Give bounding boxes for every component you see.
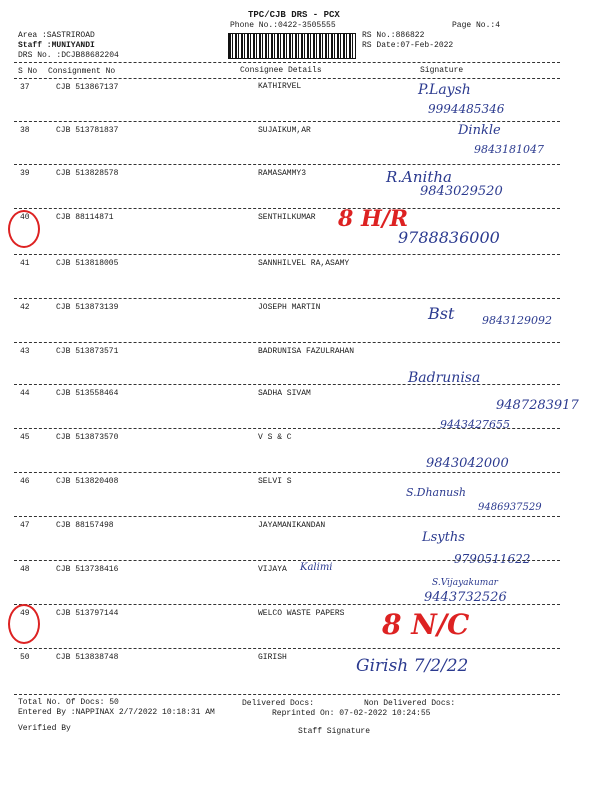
rs-date: RS Date:07-Feb-2022 [362, 41, 454, 50]
divider [14, 62, 560, 63]
handwritten-signature: Lsyths [422, 530, 465, 545]
row-sno: 50 [20, 653, 30, 662]
handwritten-signature: Dinkle [458, 123, 501, 138]
handwritten-phone: 9843181047 [474, 143, 544, 156]
row-consignee: SENTHILKUMAR [258, 213, 316, 222]
page-number: Page No.:4 [452, 21, 501, 30]
handwritten-phone: 9486937529 [478, 502, 542, 513]
row-consignee: BADRUNISA FAZULRAHAN [258, 347, 355, 356]
row-consignment: CJB 513873139 [56, 303, 119, 312]
table-row [0, 254, 600, 294]
drs-number: DRS No. :DCJB88682204 [18, 51, 119, 60]
table-row [0, 164, 600, 204]
total-docs: Total No. Of Docs: 50 [18, 698, 119, 707]
area-label: Area :SASTRIROAD [18, 31, 95, 40]
row-sno: 44 [20, 389, 30, 398]
row-consignment: CJB 513738416 [56, 565, 119, 574]
handwritten-phone: 9994485346 [428, 102, 505, 116]
handwritten-phone: 9788836000 [398, 228, 500, 247]
row-consignee: KATHIRVEL [258, 82, 302, 91]
row-consignee: VIJAYA [258, 565, 287, 574]
barcode-image [228, 33, 356, 59]
row-sno: 41 [20, 259, 30, 268]
col-consignment: Consignment No [48, 67, 116, 76]
row-consignee: SUJAIKUM,AR [258, 126, 311, 135]
table-row [0, 604, 600, 644]
table-row [0, 418, 600, 471]
row-sno: 43 [20, 347, 30, 356]
row-consignee: RAMASAMMY3 [258, 169, 307, 178]
row-consignment: CJB 513873571 [56, 347, 119, 356]
row-sno: 40 [20, 213, 30, 222]
row-sno: 49 [20, 609, 30, 618]
row-sno: 46 [20, 477, 30, 486]
row-consignment: CJB 513797144 [56, 609, 119, 618]
table-row [0, 298, 600, 338]
row-consignee: SADHA SIVAM [258, 389, 311, 398]
table-row [0, 516, 600, 566]
handwritten-phone-alt: 9443427655 [440, 418, 510, 431]
row-consignment: CJB 513873570 [56, 433, 119, 442]
row-consignment: CJB 513558464 [56, 389, 119, 398]
row-consignee: GIRISH [258, 653, 287, 662]
row-sno: 48 [20, 565, 30, 574]
handwritten-phone: 9843042000 [426, 456, 509, 471]
table-row [0, 370, 600, 424]
row-consignment: CJB 513867137 [56, 83, 119, 92]
row-consignee: V S & C [258, 433, 292, 442]
staff-label: Staff :MUNIYANDI [18, 41, 95, 50]
table-row [0, 342, 600, 382]
row-sno: 38 [20, 126, 30, 135]
row-consignee: JOSEPH MARTIN [258, 303, 321, 312]
sheet-title: TPC/CJB DRS - PCX [248, 10, 340, 20]
col-sno: S No [18, 67, 38, 76]
handwritten-phone: 9843029520 [420, 184, 503, 199]
row-sno: 39 [20, 169, 30, 178]
reprinted-on: Reprinted On: 07-02-2022 10:24:55 [272, 709, 431, 718]
staff-signature: Staff Signature [298, 727, 371, 736]
row-consignee: SELVI S [258, 477, 292, 486]
entered-by: Entered By :NAPPINAX 2/7/2022 10:18:31 AM [18, 708, 215, 717]
handwritten-phone: 9790511622 [454, 552, 531, 566]
remark-nc: 8 N/C [382, 608, 470, 641]
non-delivered-docs: Non Delivered Docs: [364, 699, 456, 708]
row-consignment: CJB 513828578 [56, 169, 119, 178]
row-sno: 37 [20, 83, 30, 92]
row-sno: 45 [20, 433, 30, 442]
handwritten-phone: 9443732526 [424, 590, 507, 605]
handwritten-phone: 9843129092 [482, 314, 552, 327]
handwritten-phone: 9487283917 [496, 398, 579, 413]
table-row [0, 472, 600, 512]
table-row [0, 648, 600, 688]
row-consignment: CJB 88157498 [56, 521, 114, 530]
handwritten-signature: Badrunisa [408, 370, 481, 386]
handwritten-signature: R.Anitha [386, 168, 452, 186]
row-consignment: CJB 513838748 [56, 653, 119, 662]
handwritten-signature: S.Dhanush [406, 486, 467, 499]
delivered-docs: Delivered Docs: [242, 699, 315, 708]
verified-by: Verified By [18, 724, 71, 733]
handwritten-signature: P.Laysh [418, 82, 471, 98]
row-sno: 47 [20, 521, 30, 530]
phone-number: Phone No.:0422-3505555 [230, 21, 336, 30]
row-consignment: CJB 88114871 [56, 213, 114, 222]
handwritten-signature: Girish 7/2/22 [356, 656, 469, 676]
remark-hr: 8 H/R [338, 206, 409, 232]
row-consignment: CJB 513818005 [56, 259, 119, 268]
table-row [0, 121, 600, 161]
row-consignment: CJB 513820408 [56, 477, 119, 486]
col-signature: Signature [420, 66, 464, 75]
table-row [0, 560, 600, 605]
handwritten-signature: S.Vijayakumar [432, 578, 498, 588]
row-consignee: WELCO WASTE PAPERS [258, 609, 345, 618]
handwritten-signature: Bst [428, 304, 455, 323]
row-consignment: CJB 513781837 [56, 126, 119, 135]
table-row [0, 208, 600, 248]
table-row [0, 78, 600, 118]
rs-number: RS No.:886822 [362, 31, 425, 40]
handwritten-note: Kalimi [300, 562, 333, 573]
row-consignee: JAYAMANIKANDAN [258, 521, 326, 530]
row-consignee: SANNHILVEL RA,ASAMY [258, 259, 350, 268]
col-consignee: Consignee Details [240, 66, 322, 75]
divider [14, 694, 560, 695]
row-sno: 42 [20, 303, 30, 312]
